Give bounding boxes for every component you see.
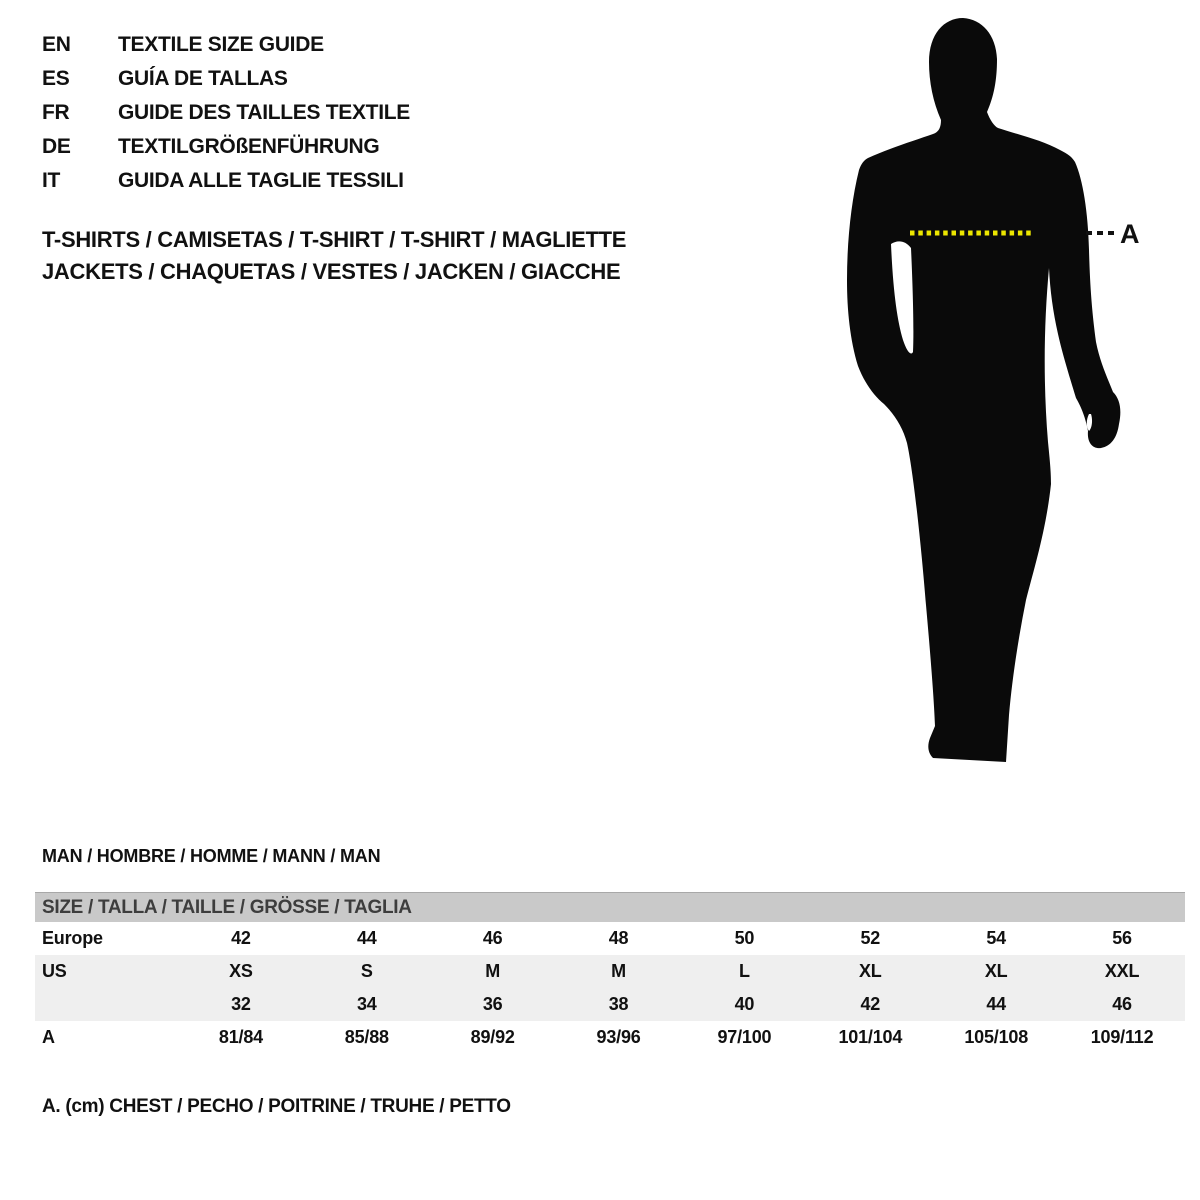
language-row-fr	[42, 96, 410, 130]
language-row-es	[42, 62, 410, 96]
size-row-label	[35, 988, 178, 1021]
man-silhouette-shape	[847, 18, 1120, 762]
section-title-man: MAN / HOMBRE / HOMME / MANN / MAN	[42, 846, 381, 866]
language-code: ES	[42, 67, 70, 90]
size-table-body	[35, 922, 1185, 1054]
category-line-jackets: JACKETS / CHAQUETAS / VESTES / JACKEN / GIACCHE	[42, 259, 621, 284]
size-value: XL	[984, 961, 1008, 981]
size-value: 44	[357, 928, 377, 948]
size-value: 42	[231, 928, 251, 948]
size-table	[35, 892, 1185, 1054]
size-value: 85/88	[344, 1027, 389, 1047]
size-value: 89/92	[470, 1027, 515, 1047]
size-value: XL	[859, 961, 882, 981]
size-value: 34	[357, 994, 377, 1014]
size-value: 36	[482, 994, 503, 1014]
size-value: 101/104	[838, 1027, 903, 1047]
category-line-tshirts: T-SHIRTS / CAMISETAS / T-SHIRT / T-SHIRT / MAGLIETTE	[42, 227, 627, 252]
size-value: 54	[986, 928, 1006, 948]
size-value: 93/96	[596, 1027, 641, 1047]
size-value: 109/112	[1090, 1027, 1154, 1047]
size-table-header: SIZE / TALLA / TAILLE / GRÖSSE / TAGLIA	[35, 892, 1185, 922]
language-code: IT	[42, 169, 61, 192]
size-value: 56	[1112, 928, 1132, 948]
language-code: FR	[42, 101, 70, 124]
size-value: 97/100	[717, 1027, 772, 1047]
size-table-row	[35, 988, 1185, 1021]
size-table-row	[35, 922, 1185, 955]
language-row-it	[42, 164, 410, 198]
size-value: 44	[986, 994, 1006, 1014]
language-row-de	[42, 130, 410, 164]
size-value: XS	[229, 961, 253, 981]
category-lines	[42, 224, 626, 288]
language-title: TEXTILGRÖßENFÜHRUNG	[118, 135, 380, 158]
measure-legend: A. (cm) CHEST / PECHO / POITRINE / TRUHE / PETTO	[42, 1096, 511, 1117]
size-value: M	[611, 961, 626, 981]
size-value: 52	[860, 928, 881, 948]
size-value: S	[360, 961, 373, 981]
language-title: GUÍA DE TALLAS	[118, 67, 288, 90]
language-title: GUIDE DES TAILLES TEXTILE	[118, 101, 410, 124]
size-row-label: US	[42, 961, 67, 981]
size-value: 40	[734, 994, 755, 1014]
size-value: 105/108	[964, 1027, 1029, 1047]
size-value: XXL	[1104, 961, 1140, 981]
size-value: 32	[231, 994, 251, 1014]
size-row-label: A	[42, 1027, 55, 1047]
size-value: 81/84	[218, 1027, 263, 1047]
size-table-row	[35, 955, 1185, 988]
language-row-en	[42, 28, 410, 62]
size-value: 42	[860, 994, 881, 1014]
language-title: GUIDA ALLE TAGLIE TESSILI	[118, 169, 404, 192]
size-value: 48	[608, 928, 629, 948]
size-value: 46	[482, 928, 503, 948]
male-silhouette-figure	[820, 10, 1142, 780]
language-title-list	[42, 28, 410, 198]
size-value: 38	[608, 994, 629, 1014]
size-value: M	[485, 961, 501, 981]
language-code: DE	[42, 135, 71, 158]
size-value: L	[739, 961, 750, 981]
size-value: 50	[734, 928, 755, 948]
language-title: TEXTILE SIZE GUIDE	[118, 33, 324, 56]
measure-label-a: A	[1120, 219, 1140, 249]
size-row-label: Europe	[42, 928, 103, 948]
size-table-row	[35, 1021, 1185, 1054]
size-value: 46	[1112, 994, 1132, 1014]
language-code: EN	[42, 33, 71, 56]
